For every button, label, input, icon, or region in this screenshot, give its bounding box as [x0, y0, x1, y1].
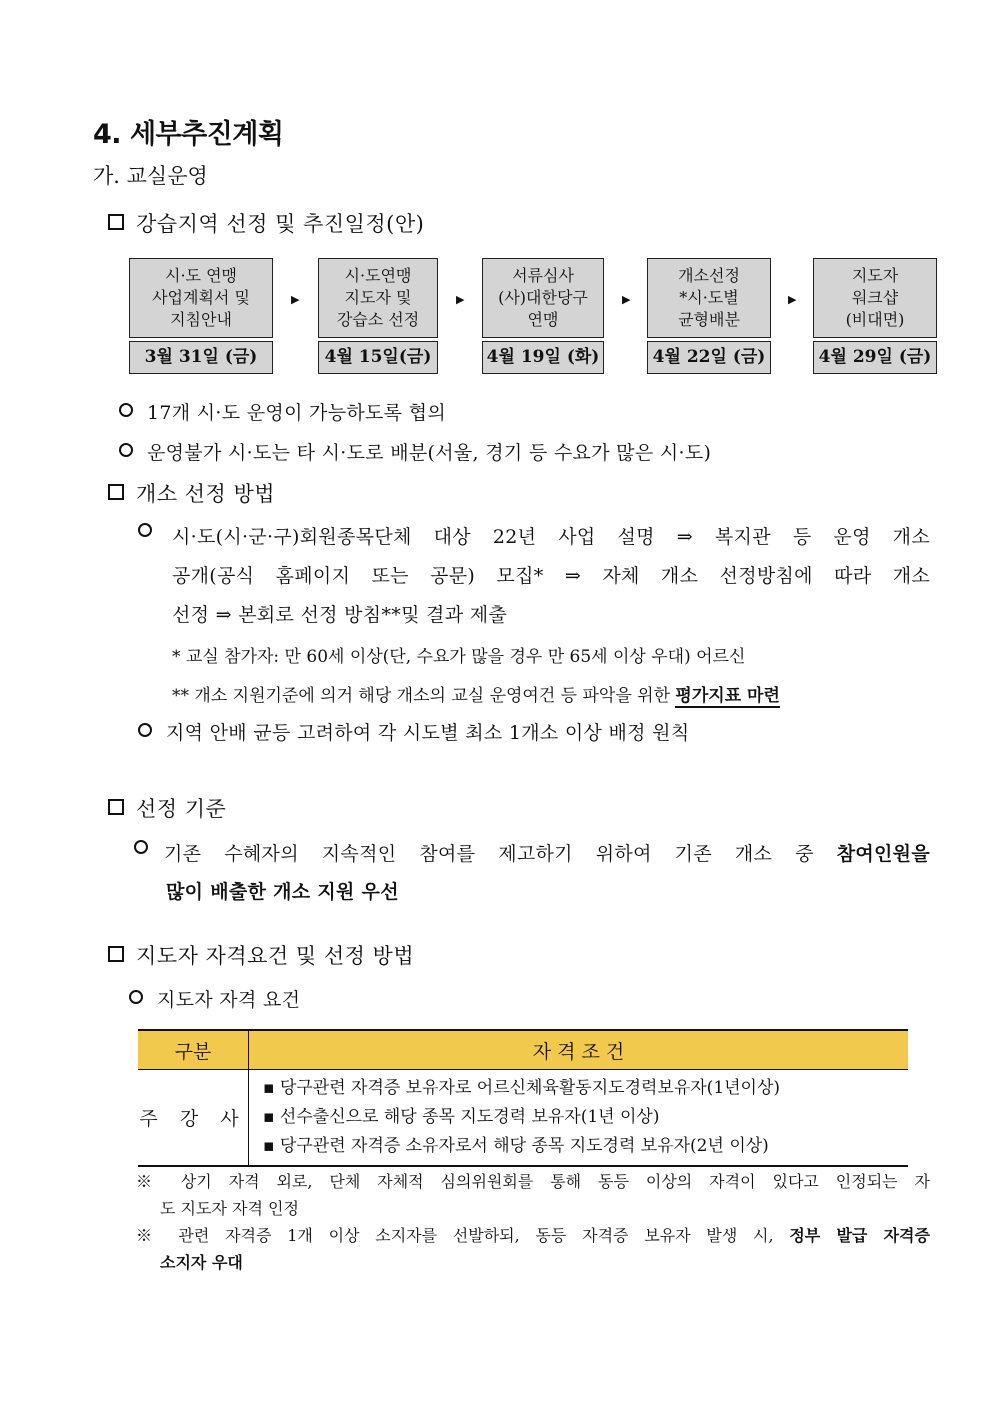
section3-heading: 선정 기준: [108, 793, 226, 823]
arrow-right-icon: ▶: [622, 293, 631, 306]
section4-heading: 지도자 자격요건 및 선정 방법: [108, 940, 414, 970]
criteria-line-2: 많이 배출한 개소 지원 우선: [166, 881, 399, 903]
arrow-right-icon: ▶: [456, 293, 465, 306]
method-line-2: 공개(공식 홈페이지 또는 공문) 모집* ⇒ 자체 개소 선정방침에 따라 개소: [172, 565, 930, 587]
circle-bullet-icon: [119, 403, 133, 417]
step-date-1: 3월 31일 (금): [129, 341, 273, 374]
method-line-3: 선정 ⇒ 본회로 선정 방침**및 결과 제출: [172, 604, 508, 626]
checkbox-square-icon: [108, 214, 124, 230]
circle-bullet-icon: [134, 840, 148, 854]
arrow-right-icon: ▶: [788, 293, 797, 306]
condition-item: ▪ 선수출신으로 해당 종목 지도경력 보유자(1년 이상): [263, 1107, 660, 1127]
bullet-item: 지도자 자격 요건: [129, 985, 300, 1012]
checkbox-square-icon: [108, 946, 124, 962]
circle-bullet-icon: [138, 723, 152, 737]
bullet-marker: [138, 522, 166, 544]
step-date-4: 4월 22일 (금): [647, 341, 771, 374]
table-header-conditions: 자 격 조 건: [249, 1030, 909, 1070]
checkbox-square-icon: [108, 799, 124, 815]
condition-item: ▪ 당구관련 자격증 소유자로서 해당 종목 지도경력 보유자(2년 이상): [263, 1136, 769, 1156]
table-header-category: 구분: [138, 1030, 249, 1070]
checkbox-square-icon: [108, 484, 124, 500]
note-2-line-1: ※ 관련 자격증 1개 이상 소지자를 선발하되, 동등 자격증 보유자 발생 시, 정부 발급 자격증: [136, 1226, 930, 1245]
note-1-line-2: 도 지도자 자격 인정: [160, 1199, 299, 1218]
row-label: 주 강 사: [138, 1070, 249, 1167]
section1-heading: [108, 208, 424, 238]
note-2-line-2: 소지자 우대: [160, 1253, 243, 1272]
section2-heading: 개소 선정 방법: [108, 478, 275, 508]
condition-item: ▪ 당구관련 자격증 보유자로 어르신체육활동지도경력보유자(1년이상): [263, 1078, 781, 1098]
bullet-item: 17개 시·도 운영이 가능하도록 협의: [119, 398, 446, 425]
circle-bullet-icon: [129, 990, 143, 1004]
step-date-3: 4월 19일 (화): [482, 341, 604, 374]
step-box-2: 시·도연맹 지도자 및 강습소 선정 4월 15일(금): [318, 258, 438, 374]
page-title: 4. 세부추진계획: [93, 119, 284, 150]
section1-title: 강습지역 선정 및 추진일정(안): [136, 212, 425, 236]
step-box-3: 서류심사 (사)대한당구 연맹 4월 19일 (화): [482, 258, 604, 374]
subtitle: 가. 교실운영: [93, 164, 208, 188]
table-row: [138, 1070, 908, 1167]
note-participants: * 교실 참가자: 만 60세 이상(단, 수요가 많을 경우 만 65세 이상 우대) 어르신: [172, 647, 746, 667]
step-box-4: 개소선정 *시·도별 균형배분 4월 22일 (금): [647, 258, 771, 374]
note-criteria: ** 개소 지원기준에 의거 해당 개소의 교실 운영여건 등 파악을 위한 평가지표 마련: [172, 686, 780, 706]
qualification-table: [138, 1029, 908, 1167]
step-date-5: 4월 29일 (금): [813, 341, 937, 374]
step-date-2: 4월 15일(금): [318, 341, 438, 374]
circle-bullet-icon: [138, 523, 152, 537]
note-1-line-1: ※ 상기 자격 외로, 단체 자체적 심의위원회를 통해 동등 이상의 자격이 있다고 인정되는 자: [136, 1172, 930, 1191]
circle-bullet-icon: [119, 443, 133, 457]
method-line-1: 시·도(시·군·구)회원종목단체 대상 22년 사업 설명 ⇒ 복지관 등 운영 개소: [172, 526, 930, 548]
arrow-right-icon: ▶: [291, 293, 300, 306]
bullet-item: 운영불가 시·도는 타 시·도로 배분(서울, 경기 등 수요가 많은 시·도): [119, 438, 711, 465]
bullet-item: 지역 안배 균등 고려하여 각 시도별 최소 1개소 이상 배정 원칙: [138, 718, 689, 745]
bullet-marker: [134, 839, 162, 861]
step-box-1: 시·도 연맹 사업계획서 및 지침안내 3월 31일 (금): [129, 258, 273, 374]
step-box-5: 지도자 워크샵 (비대면) 4월 29일 (금): [813, 258, 937, 374]
criteria-line-1: 기존 수혜자의 지속적인 참여를 제고하기 위하여 기존 개소 중 참여인원을: [164, 843, 930, 865]
